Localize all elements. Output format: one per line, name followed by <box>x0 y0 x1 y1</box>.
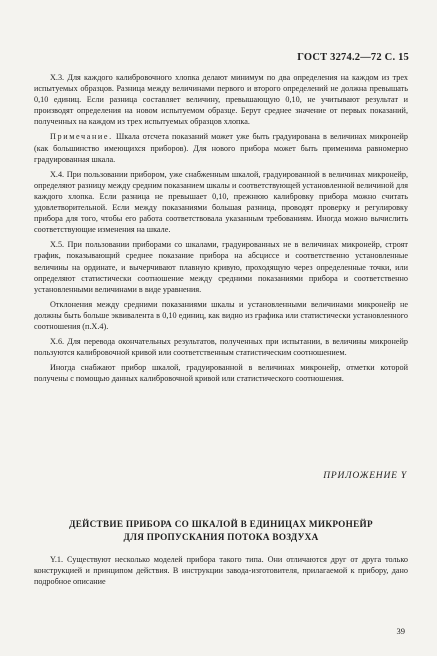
section-text <box>34 554 408 587</box>
note-paragraph <box>34 131 408 164</box>
paragraph-x5: Х.5. При пользовании приборами со шкалами, градуированных не в величинах микронейр, строят график, показывающий среднее показание прибора на абсциссе и соответственно установленные величины на ординате, и вычерчивают плавную кривую, проходящую через определенные точки, или определяют статистически соотношение между средними показаниями прибора и соответственно установленными величинами в виде уравнения. <box>34 240 408 294</box>
page-number: 39 <box>396 626 405 636</box>
section-title-line-2: ДЛЯ ПРОПУСКАНИЯ ПОТОКА ВОЗДУХА <box>123 531 319 542</box>
appendix-label: ПРИЛОЖЕНИЕ Y <box>323 471 407 481</box>
paragraph-deviations: Отклонения между средними показаниями шкалы и установленными величинами микронейр не должны быть больше эквивалента в 0,10 единиц, как видно из графика или статистически установленного соотношения (п.Х.4). <box>34 299 408 331</box>
main-text <box>34 72 408 388</box>
paragraph-x6: Х.6. Для перевода окончательных результатов, полученных при испытании, в величины микронейр пользуются калибровочной кривой или соответственным статистическим соотношением. <box>34 337 408 358</box>
note-text: Шкала отсчета показаний может уже быть градуирована в величинах микронейр (как большинство имеющихся приборов). Для нового прибора может быть применима равномерно градуированная шкала. <box>34 132 408 164</box>
section-title-line-1: ДЕЙСТВИЕ ПРИБОРА СО ШКАЛОЙ В ЕДИНИЦАХ МИКРОНЕЙР <box>69 519 373 529</box>
paragraph-scale: Иногда снабжают прибор шкалой, градуированной в величинах микронейр, отметки которой получены с помощью данных калибровочной кривой или статистического соотношения. <box>34 363 408 384</box>
note-label: Примечание. <box>50 132 113 142</box>
paragraph-x3: Х.3. Для каждого калибровочного хлопка делают минимум по два определения на каждом из трех испытуемых образцов. Разница между величинами первого и второго определений не должна превышать 0,10 единиц. Если разница составляет величину, превышающую 0,10, не учитывают результат и производят определения на новом испытуемом образце. Берут среднее значение от первых показаний, полученных на каждом из трех испытуемых образцов хлопка. <box>34 73 408 127</box>
page-header: ГОСТ 3274.2—72 С. 15 <box>297 52 409 63</box>
paragraph-x4: Х.4. При пользовании прибором, уже снабженным шкалой, градуированной в величинах микронейр, определяют разницу между средним показанием шкалы и соответствующей установленной величиной для каждого хлопка. Если разница не превышает 0,10, прежнюю калибровку прибора можно считать удовлетворительной. Если между показаниями большая разница, проводят проверку и регулировку прибора для того, чтобы его работа соответствовала указанным требованиям. Иногда можно вычислить соответствующие изменения на шкале. <box>34 169 408 235</box>
section-title <box>34 518 408 543</box>
paragraph-y1: Y.1. Существуют несколько моделей прибора такого типа. Они отличаются друг от друга только конструкцией и принципом действия. В инструкции завода-изготовителя, прилагаемой к прибору, дано подробное описание <box>34 555 408 587</box>
